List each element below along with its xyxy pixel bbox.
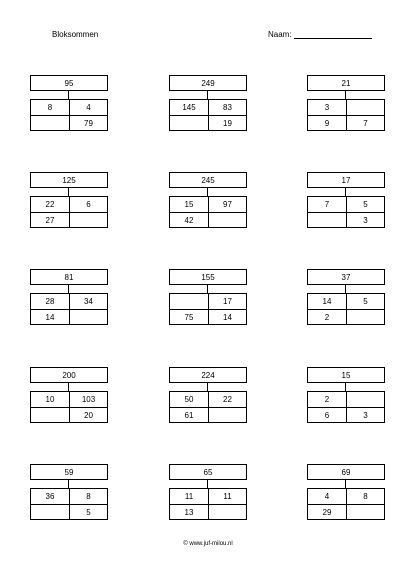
cell-value: 29 [322, 508, 332, 517]
cell-bottom-left[interactable] [170, 213, 208, 228]
sum-block [30, 172, 108, 228]
cell-value: 5 [86, 508, 91, 517]
page-title: Bloksommen [52, 30, 99, 39]
cell-value: 83 [223, 103, 232, 112]
cell-value: 50 [184, 395, 194, 404]
block-grid [169, 196, 247, 228]
cell-bottom-right[interactable] [70, 310, 107, 325]
cell-bottom-right[interactable] [347, 408, 384, 423]
block-connector [207, 285, 208, 293]
footer-credit: © www.juf-milou.nl [183, 541, 233, 547]
block-grid [307, 488, 385, 520]
cell-value: 5 [363, 200, 368, 209]
cell-bottom-right[interactable] [347, 213, 384, 228]
cell-value: 5 [363, 297, 368, 306]
cell-top-left[interactable] [308, 294, 346, 309]
block-grid [30, 99, 108, 131]
block-connector [345, 285, 346, 293]
block-total: 17 [307, 172, 385, 188]
cell-bottom-right[interactable] [209, 310, 246, 325]
cell-bottom-left[interactable] [308, 408, 346, 423]
cell-value: 2 [324, 313, 330, 322]
block-grid [30, 391, 108, 423]
cell-top-right[interactable] [347, 489, 384, 504]
block-connector [68, 91, 69, 99]
cell-top-left[interactable] [308, 100, 346, 115]
cell-value: 4 [86, 103, 91, 112]
cell-value: 11 [223, 492, 232, 501]
cell-top-left[interactable] [31, 100, 69, 115]
block-total: 15 [307, 367, 385, 383]
sum-block [30, 367, 108, 423]
cell-value: 3 [363, 411, 368, 420]
block-connector [68, 188, 69, 196]
cell-value: 8 [47, 103, 53, 112]
sum-block [307, 172, 385, 228]
block-connector [207, 91, 208, 99]
name-field [268, 30, 372, 39]
block-connector [207, 480, 208, 488]
cell-value: 22 [45, 200, 55, 209]
cell-top-right[interactable] [209, 489, 246, 504]
sum-block [307, 367, 385, 423]
block-grid [307, 196, 385, 228]
block-grid [307, 293, 385, 325]
block-total: 81 [30, 269, 108, 285]
block-connector [68, 285, 69, 293]
cell-value: 19 [223, 119, 232, 128]
block-grid [307, 99, 385, 131]
cell-value: 6 [324, 411, 330, 420]
cell-value: 7 [363, 119, 368, 128]
sum-block [307, 269, 385, 325]
name-blank-line [294, 30, 372, 39]
cell-value: 14 [322, 297, 332, 306]
cell-value: 3 [324, 103, 330, 112]
cell-value: 9 [324, 119, 330, 128]
cell-top-left[interactable] [31, 197, 69, 212]
cell-bottom-right[interactable] [209, 116, 246, 131]
block-grid [169, 293, 247, 325]
cell-bottom-left[interactable] [308, 213, 346, 228]
cell-value: 42 [184, 216, 194, 225]
cell-bottom-left[interactable] [170, 505, 208, 520]
cell-value: 8 [363, 492, 368, 501]
cell-bottom-right[interactable] [347, 310, 384, 325]
cell-top-left[interactable] [170, 489, 208, 504]
cell-value: 103 [81, 395, 96, 404]
cell-value: 6 [86, 200, 91, 209]
block-total: 59 [30, 464, 108, 480]
cell-bottom-left[interactable] [170, 116, 208, 131]
cell-bottom-left[interactable] [31, 505, 69, 520]
cell-value: 13 [184, 508, 194, 517]
cell-value: 61 [184, 411, 194, 420]
sum-block [169, 75, 247, 131]
sum-block [169, 367, 247, 423]
cell-value: 14 [45, 313, 55, 322]
cell-top-right[interactable] [70, 392, 107, 407]
block-grid [30, 488, 108, 520]
cell-bottom-right[interactable] [209, 408, 246, 423]
cell-top-left[interactable] [31, 489, 69, 504]
cell-top-right[interactable] [347, 197, 384, 212]
sum-block [307, 75, 385, 131]
cell-bottom-left[interactable] [31, 408, 69, 423]
cell-value: 34 [84, 297, 93, 306]
cell-top-left[interactable] [308, 392, 346, 407]
block-total: 245 [169, 172, 247, 188]
cell-bottom-left[interactable] [31, 213, 69, 228]
cell-top-right[interactable] [70, 197, 107, 212]
cell-top-right[interactable] [209, 197, 246, 212]
cell-top-right[interactable] [347, 100, 384, 115]
block-total: 65 [169, 464, 247, 480]
cell-value: 75 [184, 313, 194, 322]
block-grid [30, 196, 108, 228]
sum-block [169, 464, 247, 520]
cell-top-right[interactable] [70, 100, 107, 115]
cell-top-left[interactable] [170, 392, 208, 407]
cell-value: 17 [223, 297, 232, 306]
sum-block [30, 464, 108, 520]
cell-value: 20 [84, 411, 93, 420]
cell-top-right[interactable] [347, 392, 384, 407]
cell-top-left[interactable] [308, 489, 346, 504]
block-connector [345, 480, 346, 488]
block-total: 249 [169, 75, 247, 91]
cell-top-right[interactable] [70, 489, 107, 504]
cell-value: 14 [223, 313, 232, 322]
cell-top-left[interactable] [170, 294, 208, 309]
cell-top-right[interactable] [347, 294, 384, 309]
cell-value: 145 [182, 103, 196, 112]
block-total: 224 [169, 367, 247, 383]
sum-block [169, 172, 247, 228]
cell-value: 3 [363, 216, 368, 225]
cell-bottom-right[interactable] [209, 213, 246, 228]
cell-value: 4 [324, 492, 330, 501]
sum-block [169, 269, 247, 325]
cell-value: 79 [84, 119, 93, 128]
cell-top-left[interactable] [308, 197, 346, 212]
block-connector [68, 480, 69, 488]
block-total: 155 [169, 269, 247, 285]
block-connector [68, 383, 69, 391]
cell-bottom-left[interactable] [170, 408, 208, 423]
sum-block [307, 464, 385, 520]
cell-value: 11 [184, 492, 194, 501]
block-connector [345, 91, 346, 99]
cell-top-right[interactable] [209, 100, 246, 115]
cell-bottom-right[interactable] [209, 505, 246, 520]
cell-value: 36 [45, 492, 55, 501]
block-connector [207, 383, 208, 391]
cell-bottom-left[interactable] [308, 505, 346, 520]
block-grid [30, 293, 108, 325]
block-total: 69 [307, 464, 385, 480]
cell-value: 7 [324, 200, 330, 209]
block-total: 125 [30, 172, 108, 188]
cell-value: 15 [184, 200, 194, 209]
cell-bottom-right[interactable] [347, 505, 384, 520]
cell-bottom-left[interactable] [31, 310, 69, 325]
block-total: 37 [307, 269, 385, 285]
block-total: 200 [30, 367, 108, 383]
cell-bottom-right[interactable] [347, 116, 384, 131]
block-connector [207, 188, 208, 196]
cell-bottom-left[interactable] [308, 116, 346, 131]
cell-value: 28 [45, 297, 55, 306]
block-grid [169, 488, 247, 520]
cell-top-right[interactable] [209, 294, 246, 309]
sum-block [30, 269, 108, 325]
cell-value: 22 [223, 395, 232, 404]
cell-top-right[interactable] [209, 392, 246, 407]
block-total: 95 [30, 75, 108, 91]
block-grid [307, 391, 385, 423]
block-total: 21 [307, 75, 385, 91]
cell-value: 10 [45, 395, 55, 404]
cell-value: 97 [223, 200, 232, 209]
cell-bottom-right[interactable] [70, 213, 107, 228]
block-grid [169, 391, 247, 423]
block-connector [345, 383, 346, 391]
block-connector [345, 188, 346, 196]
cell-bottom-right[interactable] [70, 116, 107, 131]
block-grid [169, 99, 247, 131]
cell-bottom-right[interactable] [70, 505, 107, 520]
cell-bottom-left[interactable] [31, 116, 69, 131]
cell-top-left[interactable] [31, 294, 69, 309]
cell-value: 2 [324, 395, 330, 404]
cell-value: 27 [45, 216, 55, 225]
cell-value: 8 [86, 492, 91, 501]
cell-top-left[interactable] [31, 392, 69, 407]
name-label: Naam: [268, 30, 292, 39]
cell-top-left[interactable] [170, 100, 208, 115]
cell-bottom-left[interactable] [308, 310, 346, 325]
cell-bottom-left[interactable] [170, 310, 208, 325]
cell-bottom-right[interactable] [70, 408, 107, 423]
cell-top-right[interactable] [70, 294, 107, 309]
sum-block [30, 75, 108, 131]
cell-top-left[interactable] [170, 197, 208, 212]
